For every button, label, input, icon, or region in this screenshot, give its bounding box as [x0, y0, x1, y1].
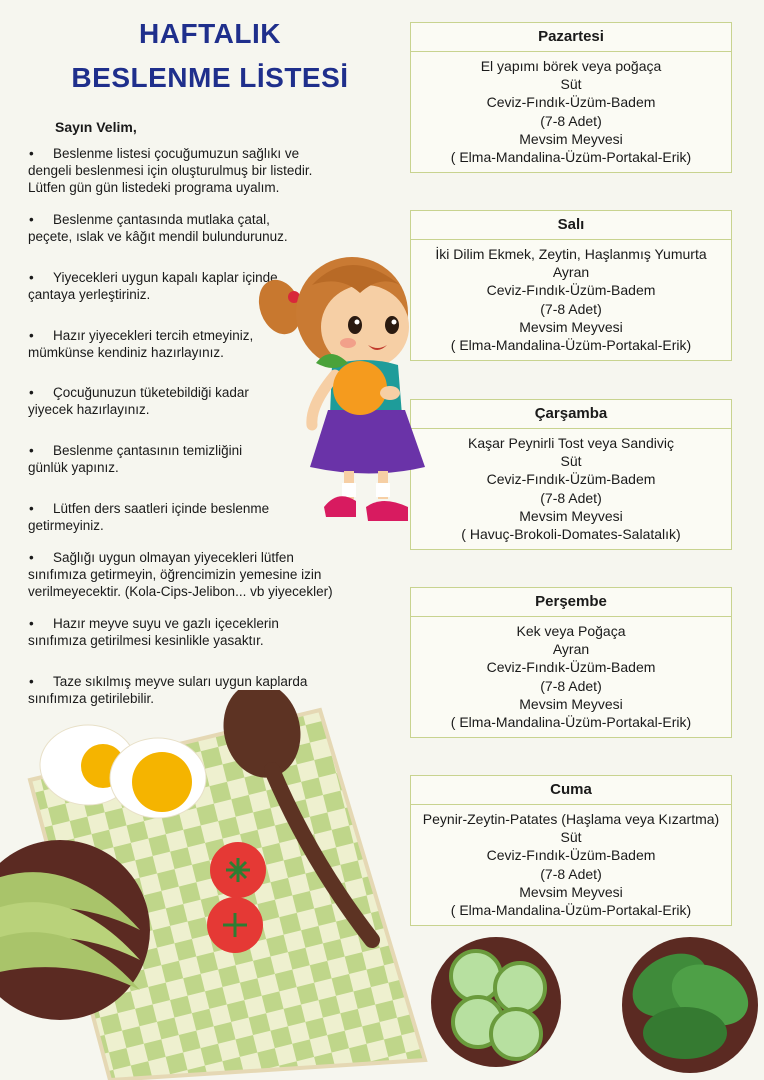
day-menu — [411, 52, 731, 172]
spinach-bowl-illustration — [610, 925, 760, 1075]
day-box-persembe — [410, 587, 732, 738]
bullet: • — [29, 328, 34, 343]
day-box-pazartesi — [410, 22, 732, 173]
note-line: Beslenme listesi çocuğumuzun sağlıkı ve — [53, 146, 300, 161]
note-item — [28, 615, 373, 649]
menu-item: Süt — [560, 453, 582, 470]
day-menu — [411, 805, 731, 925]
menu-item: (7-8 Adet) — [540, 489, 602, 506]
note-line: sınıfımıza getirilmesi kesinlikle yasaktır. — [28, 633, 264, 648]
note-line: sınıfımıza getirmeyin, öğrencimizin yemesine izin — [28, 567, 322, 582]
menu-item: (7-8 Adet) — [540, 112, 602, 129]
bullet: • — [29, 443, 34, 458]
note-line: yiyecek hazırlayınız. — [28, 402, 150, 417]
menu-item: ( Havuç-Brokoli-Domates-Salatalık) — [461, 526, 681, 543]
menu-item: ( Elma-Mandalina-Üzüm-Portakal-Erik) — [450, 902, 692, 919]
bullet: • — [29, 270, 34, 285]
bullet: • — [29, 616, 34, 631]
menu-item: ( Elma-Mandalina-Üzüm-Portakal-Erik) — [450, 149, 692, 166]
menu-item: Ceviz-Fındık-Üzüm-Badem — [486, 471, 656, 488]
note-line: günlük yapınız. — [28, 460, 119, 475]
bullet: • — [29, 212, 34, 227]
day-menu — [411, 429, 731, 549]
note-line: Yiyecekleri uygun kapalı kaplar içinde — [53, 270, 278, 285]
picnic-food-illustration — [0, 690, 430, 1080]
menu-item: Kek veya Poğaça — [516, 623, 626, 639]
day-name: Perşembe — [411, 588, 731, 617]
menu-item: Mevsim Meyvesi — [519, 695, 623, 712]
note-line: dengeli beslenmesi için oluşturulmuş bir listedir. — [28, 163, 313, 178]
note-line: Taze sıkılmış meyve suları uygun kaplarda — [53, 674, 308, 689]
menu-item: (7-8 Adet) — [540, 865, 602, 882]
menu-item: Peynir-Zeytin-Patates (Haşlama veya Kızartma) — [422, 811, 720, 827]
note-line: çantaya yerleştiriniz. — [28, 287, 151, 302]
note-line: Lütfen gün gün listedeki programa uyalım. — [28, 180, 280, 195]
page-title-line1: HAFTALIK — [139, 18, 281, 49]
note-line: Beslenme çantasında mutlaka çatal, — [53, 212, 270, 227]
note-line: Lütfen ders saatleri içinde beslenme — [53, 501, 270, 516]
menu-item: Ayran — [552, 264, 590, 281]
note-line: Beslenme çantasının temizliğini — [53, 443, 243, 458]
bullet: • — [29, 674, 34, 689]
cucumber-bowl-illustration — [428, 930, 563, 1070]
day-name: Çarşamba — [411, 400, 731, 429]
menu-item: ( Elma-Mandalina-Üzüm-Portakal-Erik) — [450, 337, 692, 354]
girl-with-orange-illustration — [250, 245, 430, 530]
menu-item: Ceviz-Fındık-Üzüm-Badem — [486, 659, 656, 676]
menu-item: (7-8 Adet) — [540, 300, 602, 317]
bullet: • — [29, 550, 34, 565]
page-title-line2: BESLENME LİSTESİ — [71, 62, 349, 93]
menu-item: Ceviz-Fındık-Üzüm-Badem — [486, 94, 656, 111]
menu-item: Mevsim Meyvesi — [519, 883, 623, 900]
bullet: • — [29, 385, 34, 400]
day-box-cuma — [410, 775, 732, 926]
day-menu — [411, 240, 731, 360]
greeting: Sayın Velim, — [55, 119, 137, 135]
menu-item: Süt — [560, 829, 582, 846]
day-box-carsamba — [410, 399, 732, 550]
note-line: verilmeyecektir. (Kola-Cips-Jelibon... vb yiyecekler) — [28, 584, 333, 599]
menu-item: Ceviz-Fındık-Üzüm-Badem — [486, 282, 656, 299]
day-name: Pazartesi — [411, 23, 731, 52]
menu-item: Kaşar Peynirli Tost veya Sandiviç — [468, 435, 674, 451]
note-line: Sağlığı uygun olmayan yiyecekleri lütfen — [53, 550, 294, 565]
menu-item: El yapımı börek veya poğaça — [480, 58, 662, 74]
menu-item: Ayran — [552, 641, 590, 658]
menu-item: İki Dilim Ekmek, Zeytin, Haşlanmış Yumurta — [435, 246, 707, 262]
note-item — [28, 145, 373, 196]
note-line: Hazır meyve suyu ve gazlı içeceklerin — [53, 616, 279, 631]
menu-item: (7-8 Adet) — [540, 677, 602, 694]
day-name: Salı — [411, 211, 731, 240]
note-line: peçete, ıslak ve kâğıt mendil bulundurunuz. — [28, 229, 288, 244]
menu-item: ( Elma-Mandalina-Üzüm-Portakal-Erik) — [450, 714, 692, 731]
note-line: mümkünse kendiniz hazırlayınız. — [28, 345, 224, 360]
bullet: • — [29, 501, 34, 516]
bullet: • — [29, 146, 34, 161]
note-line: getirmeyiniz. — [28, 518, 104, 533]
day-box-sali — [410, 210, 732, 361]
menu-item: Mevsim Meyvesi — [519, 318, 623, 335]
day-name: Cuma — [411, 776, 731, 805]
menu-item: Mevsim Meyvesi — [519, 130, 623, 147]
note-line: sınıfımıza getirilebilir. — [28, 691, 155, 706]
note-line: Çocuğunuzun tüketebildiği kadar — [53, 385, 249, 400]
day-menu — [411, 617, 731, 737]
note-line: Hazır yiyecekleri tercih etmeyiniz, — [53, 328, 254, 343]
note-item — [28, 549, 373, 600]
menu-item: Mevsim Meyvesi — [519, 507, 623, 524]
menu-item: Ceviz-Fındık-Üzüm-Badem — [486, 847, 656, 864]
note-item — [28, 211, 373, 245]
menu-item: Süt — [560, 76, 582, 93]
